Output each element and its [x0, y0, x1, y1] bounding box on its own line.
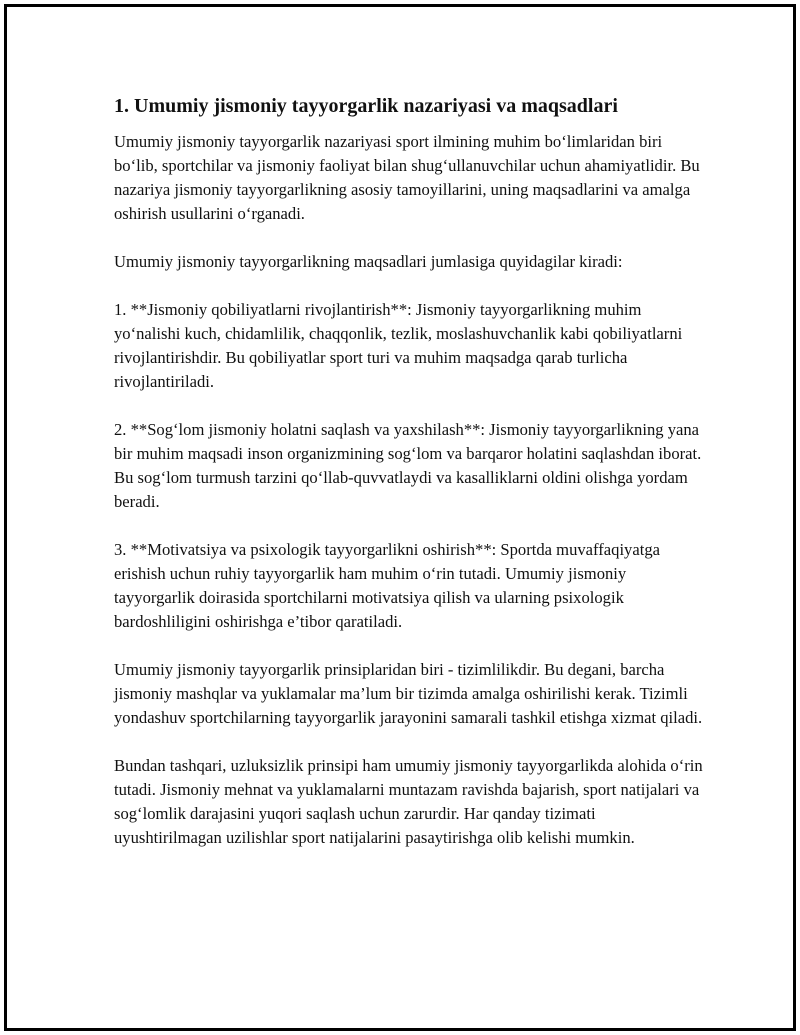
- document-body: [114, 92, 704, 874]
- paragraph-intro: Umumiy jismoniy tayyorgarlik nazariyasi sport ilmining muhim bo‘limlaridan biri bo‘lib, sportchilar va jismoniy faoliyat bilan shug‘ullanuvchilar uchun ahamiyatlidir. Bu nazariya jismoniy tayyorgarlikning asosiy tamoyillarini, uning maqsadlarini va amalga oshirish usullarini o‘rganadi.: [114, 132, 700, 223]
- paragraph-principle-continuity: Bundan tashqari, uzluksizlik prinsipi ham umumiy jismoniy tayyorgarlikda alohida o‘rin tutadi. Jismoniy mehnat va yuklamalarni muntazam ravishda bajarish, sport natijalari va sog‘lomlik darajasini yuqori saqlash uchun zarurdir. Har qanday tizimati uyushtirilmagan uzilishlar sport natijalarini pasaytirishga olib kelishi mumkin.: [114, 756, 703, 847]
- paragraph-goals-lead: Umumiy jismoniy tayyorgarlikning maqsadlari jumlasiga quyidagilar kiradi:: [114, 252, 623, 271]
- paragraph-goal-2: 2. **Sog‘lom jismoniy holatni saqlash va yaxshilash**: Jismoniy tayyorgarlikning yana bir muhim maqsadi inson organizmining sog‘lom va barqaror holatini saqlashdan iborat. Bu sog‘lom turmush tarzini qo‘llab-quvvatlaydi va kasalliklarni oldini olishga yordam beradi.: [114, 420, 702, 511]
- paragraph-goal-1: 1. **Jismoniy qobiliyatlarni rivojlantirish**: Jismoniy tayyorgarlikning muhim yo‘nalishi kuch, chidamlilik, chaqqonlik, tezlik, moslashuvchanlik kabi qobiliyatlarni rivojlantirishdir. Bu qobiliyatlar sport turi va muhim maqsadga qarab turlicha rivojlantiriladi.: [114, 300, 683, 391]
- section-heading: 1. Umumiy jismoniy tayyorgarlik nazariyasi va maqsadlari: [114, 95, 618, 117]
- paragraph-principle-systematic: Umumiy jismoniy tayyorgarlik prinsiplaridan biri - tizimlilikdir. Bu degani, barcha jismoniy mashqlar va yuklamalar ma’lum bir tizimda amalga oshirilishi kerak. Tizimli yondashuv sportchilarning tayyorgarlik jarayonini samarali tashkil etishga xizmat qiladi.: [114, 660, 703, 727]
- paragraph-goal-3: 3. **Motivatsiya va psixologik tayyorgarlikni oshirish**: Sportda muvaffaqiyatga erishish uchun ruhiy tayyorgarlik ham muhim o‘rin tutadi. Umumiy jismoniy tayyorgarlik doirasida sportchilarni motivatsiya qilish va ularning psixologik bardoshliligini oshirishga e’tibor qaratiladi.: [114, 540, 660, 631]
